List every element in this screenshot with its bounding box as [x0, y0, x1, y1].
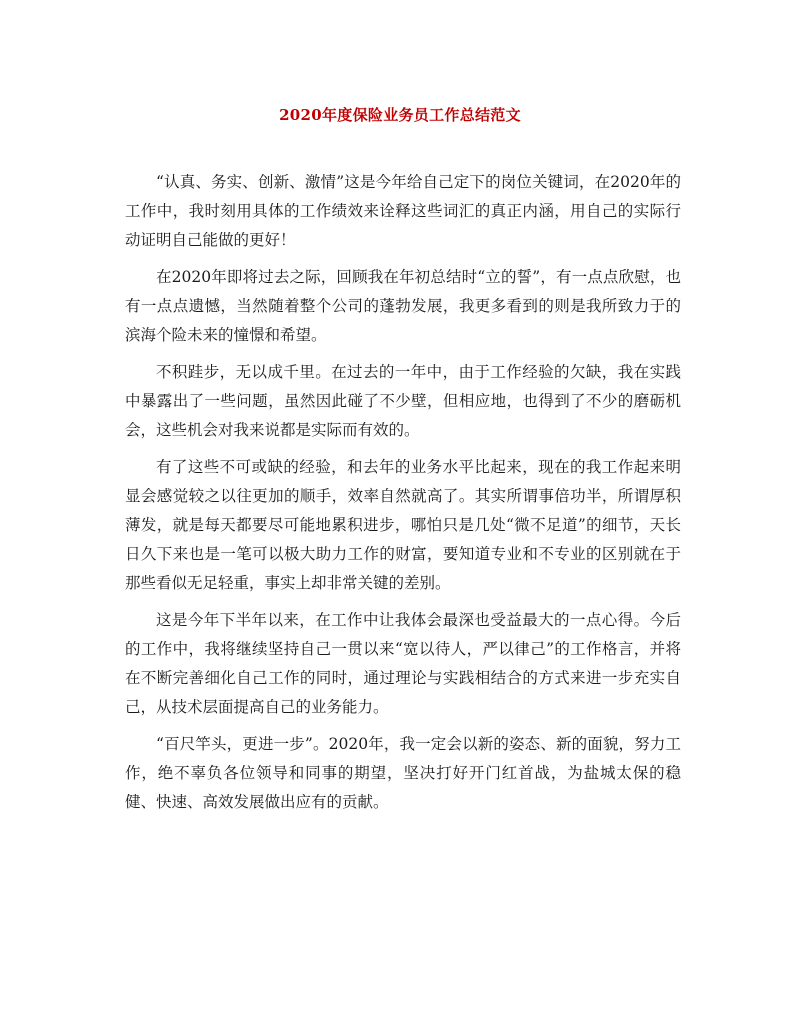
paragraph-1: “认真、务实、创新、激情”这是今年给自己定下的岗位关键词，在2020年的工作中，我时刻用具体的工作绩效来诠释这些词汇的真正内涵，用自己的实际行动证明自己能做的更好！	[125, 173, 681, 249]
document-title: 2020年度保险业务员工作总结范文	[279, 106, 521, 124]
document-body	[125, 168, 681, 825]
paragraph-6: “百尺竿头，更进一步”。2020年，我一定会以新的姿态、新的面貌，努力工作，绝不辜负各位领导和同事的期望，坚决打好开门红首战，为盐城太保的稳健、快速、高效发展做出应有的贡献。	[125, 735, 681, 811]
paragraph-2: 在2020年即将过去之际，回顾我在年初总结时“立的誓”，有一点点欣慰，也有一点点遗憾，当然随着整个公司的蓬勃发展，我更多看到的则是我所致力于的滨海个险未来的憧憬和希望。	[125, 268, 681, 344]
paragraph-3: 不积跬步，无以成千里。在过去的一年中，由于工作经验的欠缺，我在实践中暴露出了一些问题，虽然因此碰了不少壁，但相应地，也得到了不少的磨砺机会，这些机会对我来说都是实际而有效的。	[125, 363, 681, 439]
paragraph-4: 有了这些不可或缺的经验，和去年的业务水平比起来，现在的我工作起来明显会感觉较之以往更加的顺手，效率自然就高了。其实所谓事倍功半，所谓厚积薄发，就是每天都要尽可能地累积进步，哪怕只是几处“微不足道”的细节，天长日久下来也是一笔可以极大助力工作的财富，要知道专业和不专业的区别就在于那些看似无足轻重，事实上却非常关键的差别。	[125, 458, 681, 592]
paragraph-5: 这是今年下半年以来，在工作中让我体会最深也受益最大的一点心得。今后的工作中，我将继续坚持自己一贯以来“宽以待人，严以律己”的工作格言，并将在不断完善细化自己工作的同时，通过理论与实践相结合的方式来进一步充实自己，从技术层面提高自己的业务能力。	[125, 611, 681, 716]
